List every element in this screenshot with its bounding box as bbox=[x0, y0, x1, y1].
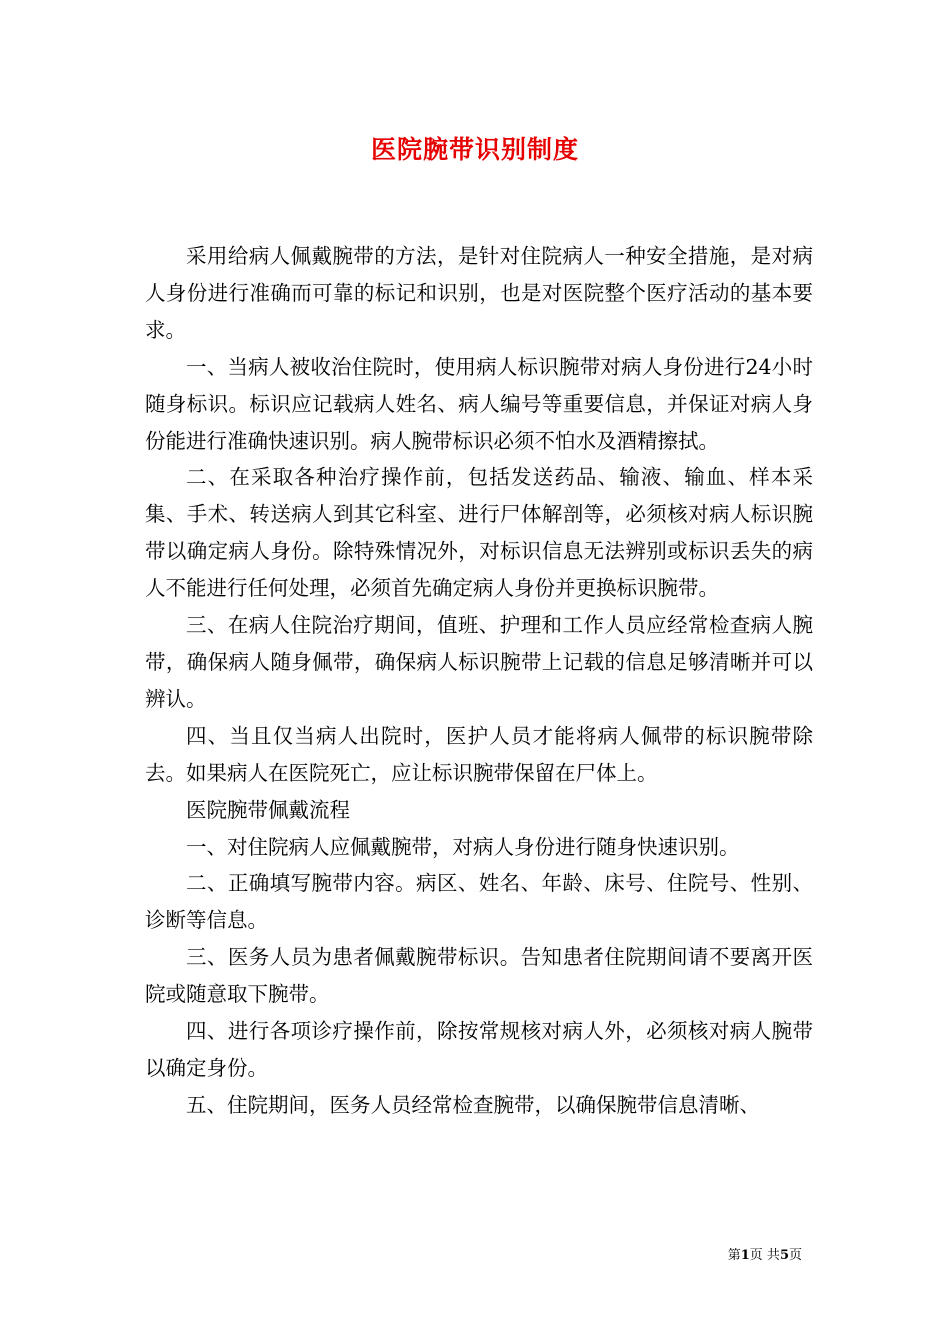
paragraph-process-5: 五、住院期间，医务人员经常检查腕带，以确保腕带信息清晰、 bbox=[186, 1092, 760, 1117]
footer-middle: 页 共 bbox=[749, 1248, 780, 1263]
page-footer bbox=[728, 1247, 802, 1265]
paragraph-rule-3: 三、在病人住院治疗期间，值班、护理和工作人员应经常检查病人腕带，确保病人随身佩带，确保病人标识腕带上记载的信息足够清晰并可以辨认。 bbox=[145, 613, 813, 711]
footer-total-pages: 5 bbox=[779, 1248, 789, 1263]
paragraph-intro: 采用给病人佩戴腕带的方法，是针对住院病人一种安全措施，是对病人身份进行准确而可靠的标记和识别，也是对医院整个医疗活动的基本要求。 bbox=[145, 244, 813, 342]
footer-suffix: 页 bbox=[788, 1248, 802, 1263]
paragraph-process-1: 一、对住院病人应佩戴腕带，对病人身份进行随身快速识别。 bbox=[186, 834, 740, 859]
paragraph-process-3: 三、医务人员为患者佩戴腕带标识。告知患者住院期间请不要离开医院或随意取下腕带。 bbox=[145, 945, 813, 1007]
paragraph-process-2: 二、正确填写腕带内容。病区、姓名、年龄、床号、住院号、性别、诊断等信息。 bbox=[145, 871, 813, 933]
paragraph-process-4: 四、进行各项诊疗操作前，除按常规核对病人外，必须核对病人腕带以确定身份。 bbox=[145, 1019, 813, 1080]
paragraph-rule-1: 一、当病人被收治住院时，使用病人标识腕带对病人身份进行24小时随身标识。标识应记载病人姓名、病人编号等重要信息，并保证对病人身份能进行准确快速识别。病人腕带标识必须不怕水及酒精擦拭。 bbox=[145, 354, 813, 453]
footer-page-number: 1 bbox=[740, 1248, 750, 1263]
footer-prefix: 第 bbox=[727, 1248, 741, 1263]
document-body bbox=[145, 238, 813, 1124]
document-title: 医院腕带识别制度 bbox=[370, 135, 579, 164]
section-heading-process: 医院腕带佩戴流程 bbox=[186, 797, 350, 822]
paragraph-rule-2: 二、在采取各种治疗操作前，包括发送药品、输液、输血、样本采集、手术、转送病人到其它科室、进行尸体解剖等，必须核对病人标识腕带以确定病人身份。除特殊情况外，对标识信息无法辨别或标识丢失的病人不能进行任何处理，必须首先确定病人身份并更换标识腕带。 bbox=[145, 465, 813, 601]
paragraph-rule-4: 四、当且仅当病人出院时，医护人员才能将病人佩带的标识腕带除去。如果病人在医院死亡，应让标识腕带保留在尸体上。 bbox=[145, 723, 813, 785]
